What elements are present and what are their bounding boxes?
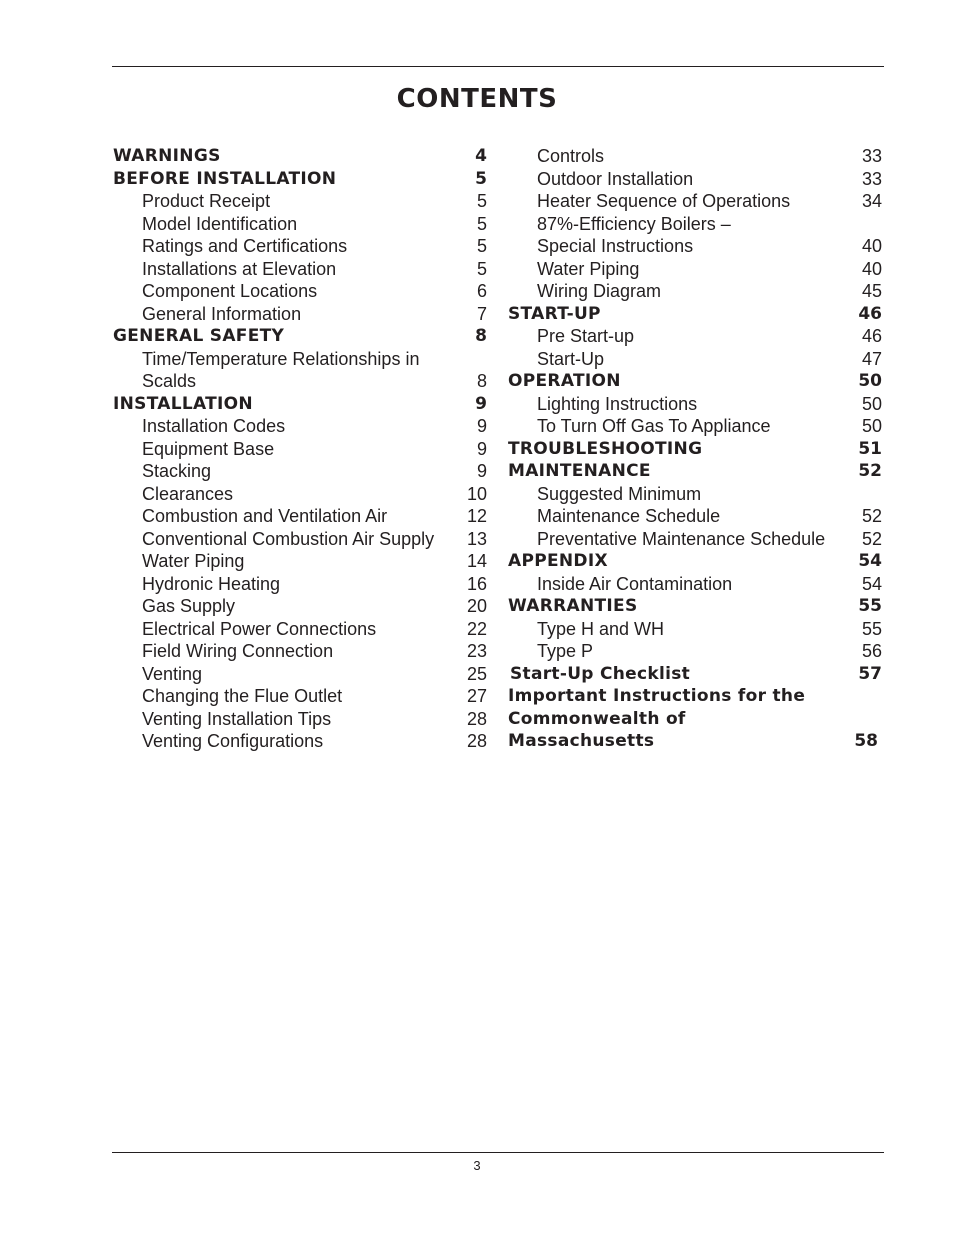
toc-entry-page-number: 9 (476, 416, 487, 436)
toc-entry-page-number: 40 (861, 258, 882, 279)
toc-entry-label: Ratings and Certifications (142, 236, 348, 256)
toc-entry-page-number: 28 (466, 731, 487, 751)
toc-entry-page-number: 50 (858, 371, 882, 391)
toc-subsection-entry (508, 280, 882, 303)
toc-entry-page-number: 56 (861, 641, 882, 661)
toc-subsection-entry (113, 483, 487, 506)
toc-entry-page-number: 20 (466, 596, 487, 616)
toc-entry-page-number: 45 (861, 281, 882, 301)
toc-entry-label: Hydronic Heating (142, 573, 281, 594)
toc-section-entry (508, 550, 882, 573)
toc-subsection-entry (508, 573, 882, 596)
toc-entry-label: GENERAL SAFETY (113, 326, 285, 346)
toc-entry-label: START-UP (508, 303, 601, 324)
toc-subsection-entry (113, 730, 487, 753)
toc-entry-page-number: 52 (861, 506, 882, 526)
toc-entry-page-number: 54 (858, 551, 882, 571)
toc-subsection-entry (508, 235, 882, 258)
toc-entry-page-number: 58 (854, 731, 878, 751)
toc-entry-page-number: 6 (476, 281, 487, 301)
toc-entry-label: Field Wiring Connection (142, 641, 334, 661)
toc-entry-label: Pre Start-up (537, 326, 635, 346)
toc-subsection-entry (113, 595, 487, 618)
toc-entry-page-number: 7 (476, 303, 487, 324)
toc-entry-page-number: 16 (466, 573, 487, 594)
toc-subsection-entry (113, 550, 487, 573)
toc-left-column (113, 145, 487, 753)
toc-subsection-entry (508, 190, 882, 213)
toc-subsection-entry (113, 370, 487, 393)
toc-entry-label: Outdoor Installation (537, 168, 694, 189)
toc-subsection-entry (113, 235, 487, 258)
toc-entry-label: Clearances (142, 483, 234, 504)
page-title: CONTENTS (396, 84, 558, 114)
toc-subsection-entry (508, 258, 882, 281)
toc-entry-label: Stacking (142, 461, 212, 481)
toc-entry-label: Preventative Maintenance Schedule (537, 528, 826, 549)
toc-section-entry (508, 595, 882, 618)
bottom-rule (112, 1152, 884, 1153)
toc-entry-label: Controls (537, 146, 605, 166)
toc-subsection-entry (113, 640, 487, 663)
toc-entry-page-number: 10 (466, 483, 487, 504)
toc-subsection-entry (113, 415, 487, 438)
toc-section-entry (113, 168, 487, 191)
toc-entry-label: Start-Up Checklist (510, 663, 691, 684)
toc-subsection-entry (113, 348, 487, 371)
toc-entry-label: Venting (142, 663, 203, 684)
toc-entry-page-number: 50 (861, 416, 882, 436)
toc-entry-label: 87%-Efficiency Boilers – (537, 213, 731, 234)
toc-entry-label: Combustion and Ventilation Air (142, 506, 388, 526)
toc-section-entry (508, 708, 882, 731)
toc-subsection-entry (508, 325, 882, 348)
footer-page-number: 3 (473, 1158, 481, 1173)
toc-subsection-entry (113, 280, 487, 303)
toc-entry-label: Type H and WH (537, 618, 665, 639)
toc-entry-page-number: 57 (858, 663, 882, 684)
toc-entry-page-number: 47 (861, 348, 882, 369)
toc-entry-label: Installation Codes (142, 416, 286, 436)
toc-entry-label: Start-Up (537, 348, 605, 369)
toc-entry-page-number: 27 (466, 686, 487, 706)
toc-entry-page-number: 5 (475, 168, 487, 189)
toc-entry-page-number: 23 (466, 641, 487, 661)
toc-entry-page-number: 5 (476, 191, 487, 211)
toc-entry-page-number: 8 (475, 326, 487, 346)
toc-subsection-entry (113, 505, 487, 528)
toc-entry-label: Gas Supply (142, 596, 236, 616)
toc-section-entry (508, 685, 882, 708)
toc-section-entry (113, 325, 487, 348)
toc-entry-label: Venting Installation Tips (142, 708, 332, 729)
toc-entry-label: Changing the Flue Outlet (142, 686, 343, 706)
toc-section-entry (113, 393, 487, 416)
toc-entry-page-number: 52 (858, 461, 882, 481)
toc-entry-page-number: 25 (466, 663, 487, 684)
toc-entry-page-number: 50 (861, 393, 882, 414)
toc-subsection-entry (113, 258, 487, 281)
toc-subsection-entry (113, 685, 487, 708)
toc-subsection-entry (113, 618, 487, 641)
toc-entry-page-number: 52 (861, 528, 882, 549)
toc-entry-label: Water Piping (142, 551, 245, 571)
toc-entry-page-number: 9 (476, 438, 487, 459)
toc-entry-label: Lighting Instructions (537, 393, 698, 414)
toc-subsection-entry (508, 528, 882, 551)
toc-subsection-entry (508, 213, 882, 236)
toc-entry-label: Conventional Combustion Air Supply (142, 528, 435, 549)
toc-entry-label: Component Locations (142, 281, 318, 301)
toc-subsection-entry (113, 190, 487, 213)
toc-entry-label: Maintenance Schedule (537, 506, 721, 526)
toc-entry-page-number: 55 (861, 618, 882, 639)
toc-entry-label: Type P (537, 641, 594, 661)
toc-subsection-entry (508, 145, 882, 168)
toc-entry-label: Inside Air Contamination (537, 573, 733, 594)
toc-entry-page-number: 54 (861, 573, 882, 594)
toc-entry-label: Heater Sequence of Operations (537, 191, 791, 211)
toc-entry-label: OPERATION (508, 371, 621, 391)
toc-subsection-entry (508, 348, 882, 371)
toc-section-entry (508, 303, 882, 326)
toc-section-entry (508, 438, 882, 461)
toc-subsection-entry (508, 483, 882, 506)
toc-subsection-entry (508, 640, 882, 663)
toc-section-entry (508, 730, 882, 753)
toc-subsection-entry (508, 505, 882, 528)
toc-entry-label: Commonwealth of (508, 708, 686, 729)
toc-subsection-entry (508, 415, 882, 438)
toc-entry-label: TROUBLESHOOTING (508, 438, 703, 459)
toc-entry-page-number: 33 (861, 146, 882, 166)
toc-entry-label: BEFORE INSTALLATION (113, 168, 337, 189)
toc-entry-label: Product Receipt (142, 191, 271, 211)
toc-subsection-entry (113, 573, 487, 596)
toc-entry-page-number: 14 (466, 551, 487, 571)
toc-subsection-entry (113, 528, 487, 551)
toc-entry-page-number: 46 (861, 326, 882, 346)
toc-entry-page-number: 51 (858, 438, 882, 459)
toc-entry-label: Model Identification (142, 213, 298, 234)
toc-entry-page-number: 22 (466, 618, 487, 639)
top-rule (112, 66, 884, 67)
toc-entry-page-number: 33 (861, 168, 882, 189)
toc-entry-label: Wiring Diagram (537, 281, 662, 301)
toc-subsection-entry (113, 708, 487, 731)
toc-section-entry (508, 663, 882, 686)
toc-section-entry (113, 145, 487, 168)
toc-entry-label: Water Piping (537, 258, 640, 279)
toc-entry-page-number: 9 (476, 461, 487, 481)
toc-entry-page-number: 9 (475, 393, 487, 414)
toc-entry-page-number: 5 (476, 258, 487, 279)
toc-entry-label: MAINTENANCE (508, 461, 651, 481)
toc-entry-page-number: 55 (858, 596, 882, 616)
toc-section-entry (508, 460, 882, 483)
toc-entry-label: Installations at Elevation (142, 258, 337, 279)
toc-section-entry (508, 370, 882, 393)
toc-entry-page-number: 5 (476, 213, 487, 234)
toc-entry-label: Equipment Base (142, 438, 275, 459)
toc-right-column (508, 145, 882, 753)
toc-entry-page-number: 4 (475, 146, 487, 166)
toc-entry-label: Massachusetts (508, 731, 655, 751)
toc-entry-label: Venting Configurations (142, 731, 324, 751)
toc-subsection-entry (508, 168, 882, 191)
toc-entry-page-number: 5 (476, 236, 487, 256)
toc-entry-page-number: 28 (466, 708, 487, 729)
toc-entry-page-number: 46 (858, 303, 882, 324)
toc-entry-label: Suggested Minimum (537, 483, 702, 504)
toc-subsection-entry (113, 663, 487, 686)
toc-entry-label: WARRANTIES (508, 596, 638, 616)
toc-entry-page-number: 8 (476, 371, 487, 391)
toc-entry-label: Scalds (142, 371, 197, 391)
toc-entry-label: Important Instructions for the (508, 686, 806, 706)
toc-entry-label: General Information (142, 303, 302, 324)
toc-subsection-entry (113, 213, 487, 236)
toc-entry-label: To Turn Off Gas To Appliance (537, 416, 771, 436)
toc-subsection-entry (113, 438, 487, 461)
toc-entry-page-number: 13 (466, 528, 487, 549)
toc-entry-label: APPENDIX (508, 551, 608, 571)
toc-entry-label: WARNINGS (113, 146, 221, 166)
toc-entry-label: Time/Temperature Relationships in (142, 348, 420, 369)
toc-subsection-entry (508, 618, 882, 641)
toc-entry-page-number: 34 (861, 191, 882, 211)
toc-subsection-entry (113, 460, 487, 483)
toc-entry-label: Electrical Power Connections (142, 618, 377, 639)
toc-entry-label: INSTALLATION (113, 393, 253, 414)
toc-subsection-entry (508, 393, 882, 416)
toc-subsection-entry (113, 303, 487, 326)
toc-entry-page-number: 40 (861, 236, 882, 256)
toc-entry-label: Special Instructions (537, 236, 694, 256)
toc-entry-page-number: 12 (466, 506, 487, 526)
